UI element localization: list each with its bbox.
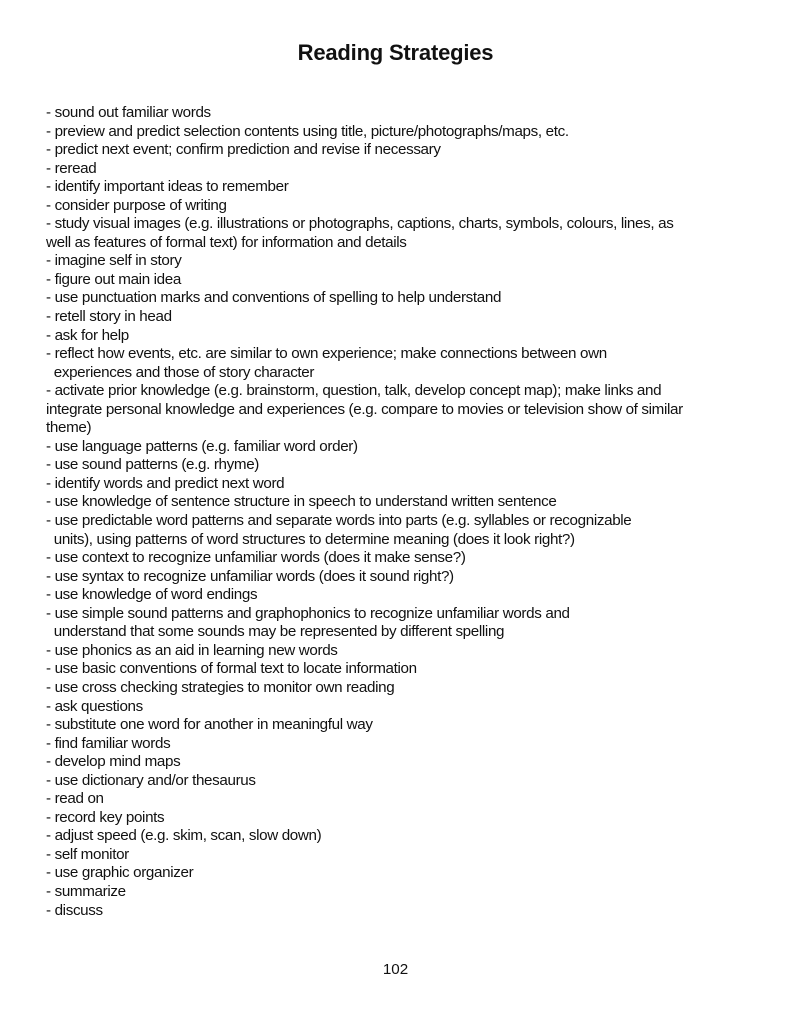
- list-item: - use dictionary and/or thesaurus: [46, 771, 256, 789]
- list-item: - identify important ideas to remember: [46, 178, 289, 196]
- list-item: - read on: [46, 790, 104, 808]
- list-item: - identify words and predict next word: [46, 474, 285, 492]
- list-item-continuation: understand that some sounds may be represented by different spelling: [46, 623, 505, 641]
- list-item: - use syntax to recognize unfamiliar words (does it sound right?): [46, 567, 454, 585]
- list-item: - activate prior knowledge (e.g. brainstorm, question, talk, develop concept map); make links and: [46, 382, 662, 400]
- list-item: - use sound patterns (e.g. rhyme): [46, 456, 259, 474]
- list-item: - ask for help: [46, 326, 129, 344]
- list-item: - find familiar words: [46, 734, 171, 752]
- list-item: - use context to recognize unfamiliar words (does it make sense?): [46, 549, 466, 567]
- list-item-continuation: theme): [46, 419, 92, 437]
- list-item: - use language patterns (e.g. familiar word order): [46, 437, 358, 455]
- list-item-continuation: experiences and those of story character: [46, 363, 315, 381]
- list-item: - use predictable word patterns and separate words into parts (e.g. syllables or recognizable: [46, 512, 632, 530]
- list-item: - figure out main idea: [46, 270, 181, 288]
- page-number: 102: [382, 961, 409, 978]
- list-item: - reflect how events, etc. are similar to own experience; make connections between own: [46, 345, 607, 363]
- list-item: - self monitor: [46, 845, 129, 863]
- list-item: - ask questions: [46, 697, 143, 715]
- list-item: - use cross checking strategies to monitor own reading: [46, 678, 395, 696]
- list-item: - preview and predict selection contents using title, picture/photographs/maps, etc.: [46, 122, 569, 140]
- list-item-continuation: units), using patterns of word structures to determine meaning (does it look right?): [46, 530, 575, 548]
- list-item: - develop mind maps: [46, 753, 181, 771]
- list-item: - retell story in head: [46, 308, 172, 326]
- list-item: - sound out familiar words: [46, 104, 211, 121]
- list-item-continuation: well as features of formal text) for information and details: [46, 233, 407, 251]
- list-item: - discuss: [46, 901, 103, 919]
- list-item: - record key points: [46, 808, 165, 826]
- list-item: - use punctuation marks and conventions of spelling to help understand: [46, 289, 502, 307]
- list-item: - use phonics as an aid in learning new words: [46, 641, 338, 659]
- list-item: - use knowledge of word endings: [46, 586, 258, 604]
- list-item: - adjust speed (e.g. skim, scan, slow down): [46, 827, 322, 845]
- list-item: - use graphic organizer: [46, 864, 194, 882]
- list-item: - study visual images (e.g. illustrations or photographs, captions, charts, symbols, colours, lines, as: [46, 215, 674, 233]
- list-item: - use basic conventions of formal text to locate information: [46, 660, 417, 678]
- page-title: Reading Strategies: [297, 40, 494, 65]
- list-item: - summarize: [46, 882, 126, 900]
- list-item: - use simple sound patterns and graphophonics to recognize unfamiliar words and: [46, 604, 570, 622]
- list-item: - reread: [46, 159, 97, 177]
- strategy-list: [46, 104, 746, 920]
- list-item: - use knowledge of sentence structure in speech to understand written sentence: [46, 493, 557, 511]
- list-item-continuation: integrate personal knowledge and experiences (e.g. compare to movies or television show of similar: [46, 400, 683, 418]
- list-item: - consider purpose of writing: [46, 196, 227, 214]
- list-item: - imagine self in story: [46, 252, 182, 270]
- list-item: - predict next event; confirm prediction and revise if necessary: [46, 141, 441, 159]
- list-item: - substitute one word for another in meaningful way: [46, 716, 373, 734]
